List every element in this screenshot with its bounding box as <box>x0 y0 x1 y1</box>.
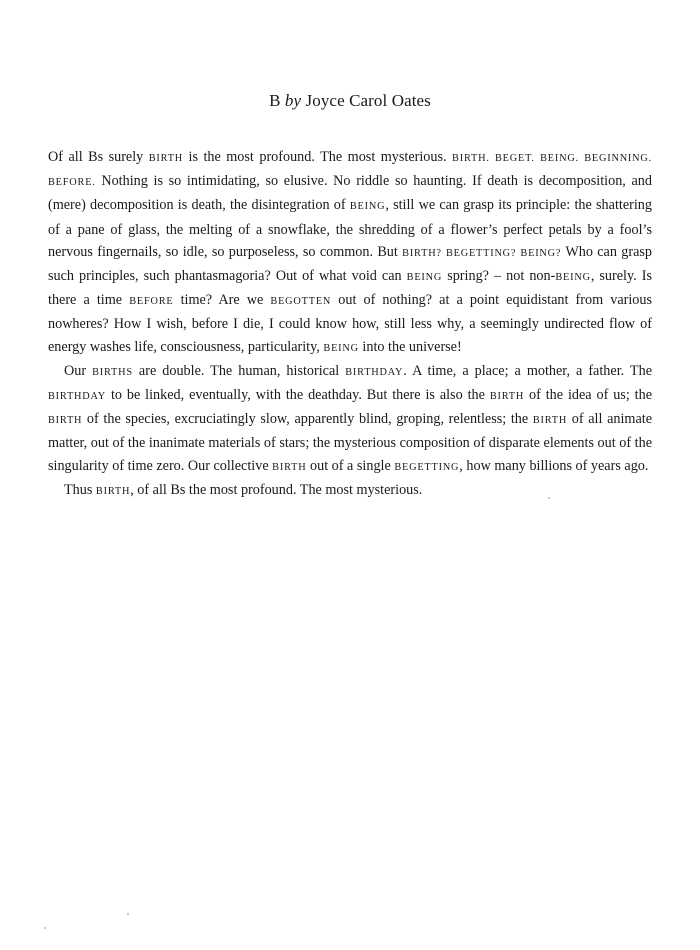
small-caps-term: BIRTH? BEGETTING? BEING? <box>402 247 562 259</box>
small-caps-term: BEING <box>349 201 386 213</box>
title-author: Joyce Carol Oates <box>305 91 431 110</box>
paper-speck <box>44 927 46 929</box>
small-caps-term: BIRTH. BEGET. BEING. BEGINNING. BEFORE. <box>48 153 653 189</box>
small-caps-term: BEING <box>323 342 359 354</box>
small-caps-term: BIRTH <box>272 461 307 473</box>
small-caps-term: BIRTH <box>532 415 568 427</box>
paper-speck <box>127 913 129 915</box>
small-caps-term: BIRTHDAY <box>48 391 107 403</box>
small-caps-term: BIRTH <box>148 153 184 164</box>
paragraph-2: Our BIRTHS are double. The human, historical BIRTHDAY. A time, a place; a mother, a father. The BIRTHDAY to be linked, eventually, with the deathday. But there is also the BIRTH of the idea of us; the BIRTH of the species, excruciatingly slow, apparently blind, groping, relentless; the BIRTH of all animate matter, out of the inanimate materials of stars; the mysterious composition of disparate elements out of the singularity of time zero. Our collective BIRTH out of a single BEGETTING, how many billions of years ago. <box>48 362 652 474</box>
paragraph-1: Of all Bs surely BIRTH is the most profound. The most mysterious. BIRTH. BEGET. BEING. BEGINNING. BEFORE. Nothing is so intimidating, so elusive. No riddle so haunting. If death is decomposition, and (mere) decomposition is death, the disintegration of BEING, still we can grasp its principle: the shattering of a pane of glass, the melting of a snowflake, the shredding of a flower’s perfect petals by a fool’s nervous fingernails, so idle, so purposeless, so common. But BIRTH? BEGETTING? BEING? Who can grasp such principles, such phantasmagoria? Out of what void can BEING spring? – not non-BEING, surely. Is there a time BEFORE time? Are we BEGOTTEN out of nothing? at a point equidistant from various nowheres? How I wish, before I die, I could know how, still less why, a seemingly undirected flow of energy washes life, consciousness, particularity, BEING into the universe! <box>48 149 653 355</box>
small-caps-term: BIRTHS <box>92 366 133 378</box>
page-title <box>0 91 700 111</box>
paragraph-3: Thus BIRTH, of all Bs the most profound. The most mysterious. <box>64 481 423 498</box>
paper-speck <box>548 497 550 499</box>
small-caps-term: BIRTHDAY <box>345 366 404 378</box>
small-caps-term: BEGETTING <box>394 461 460 473</box>
title-letter: B <box>269 91 281 110</box>
small-caps-term: BEFORE <box>129 296 174 308</box>
small-caps-term: BIRTH <box>95 485 131 497</box>
essay-body <box>48 146 652 503</box>
small-caps-term: BIRTH <box>489 391 525 403</box>
small-caps-term: BEING <box>555 272 591 284</box>
small-caps-term: BEING <box>406 272 443 284</box>
title-by: by <box>284 91 302 110</box>
small-caps-term: BEGOTTEN <box>270 296 332 308</box>
small-caps-term: BIRTH <box>48 415 83 427</box>
